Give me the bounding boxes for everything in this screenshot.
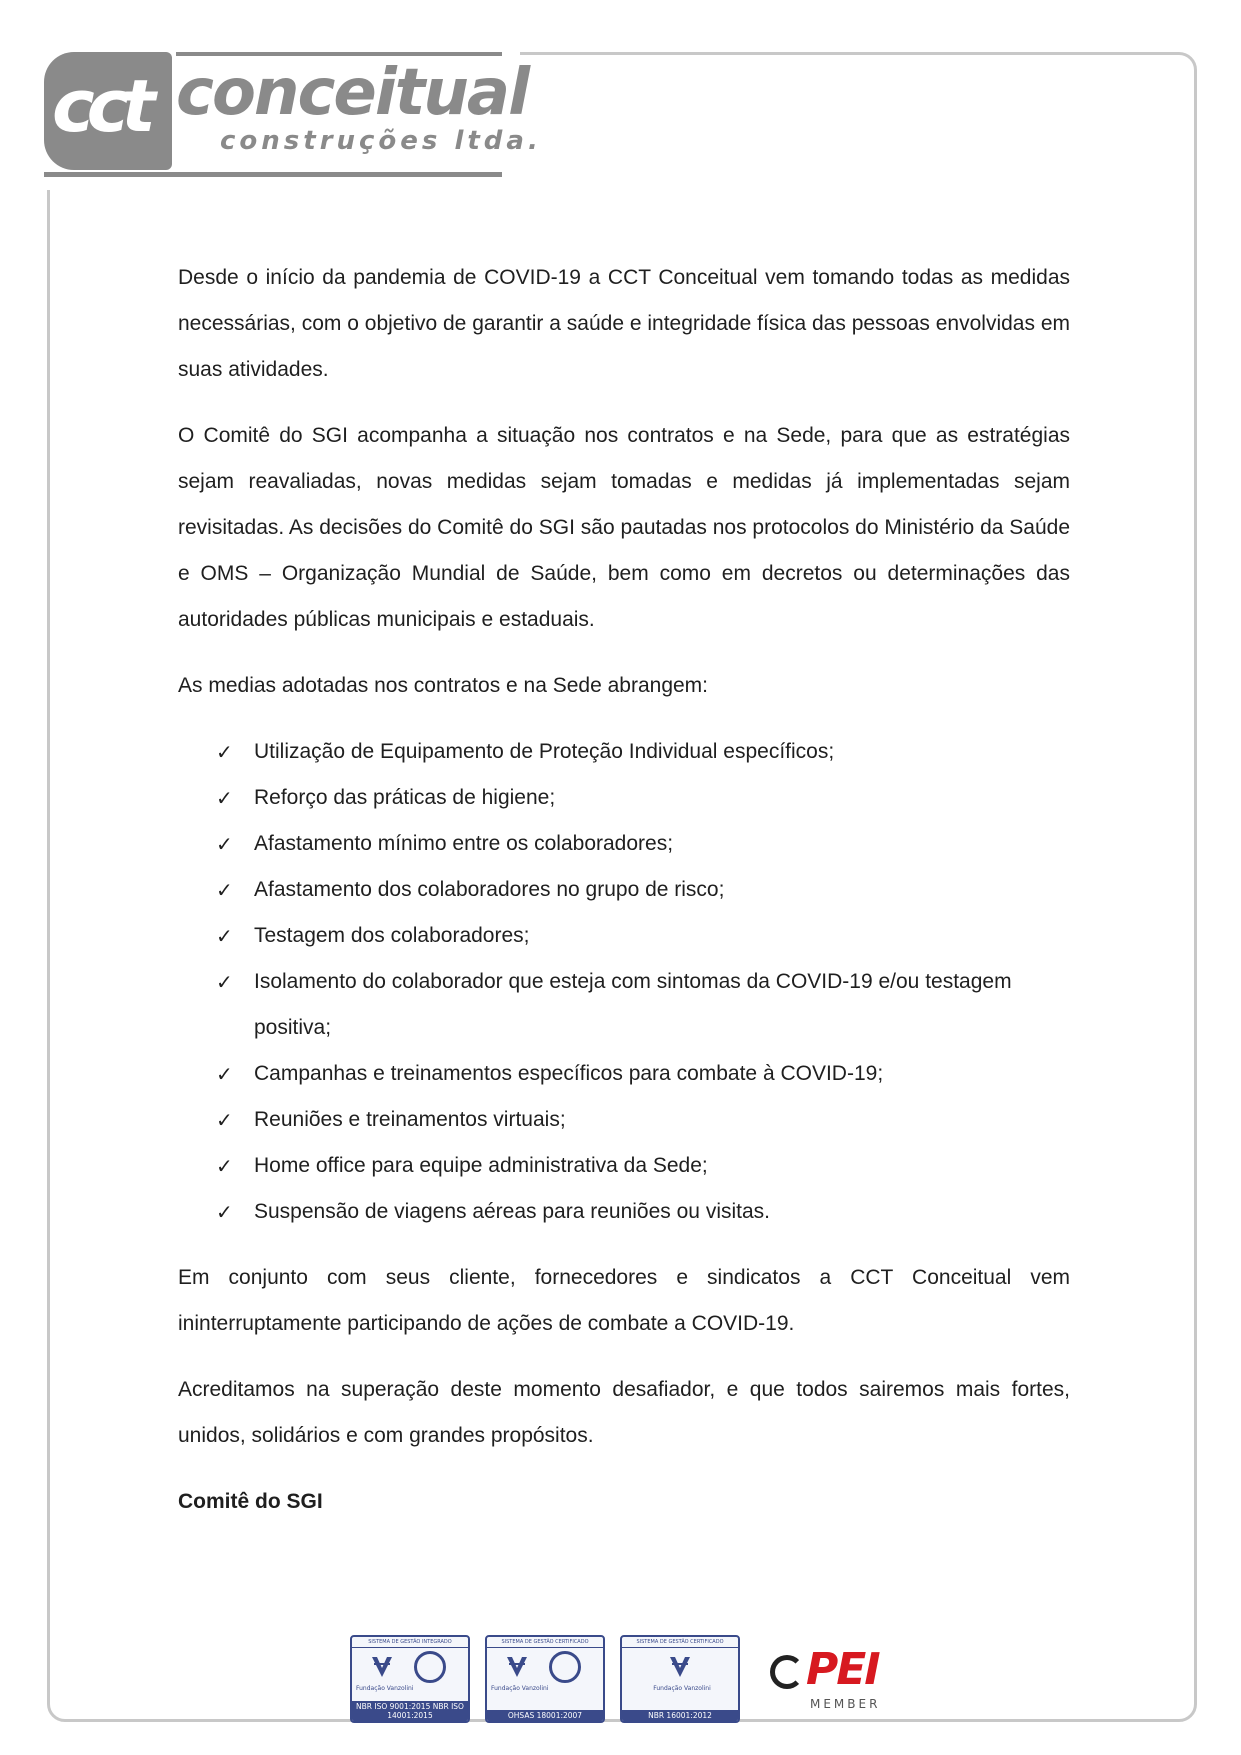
list-item [178,1097,1070,1143]
seal-standard: NBR ISO 9001:2015 NBR ISO 14001:2015 [352,1701,468,1721]
list-item [178,867,1070,913]
seal-standard: OHSAS 18001:2007 [487,1710,603,1721]
checkmark-icon: ✓ [216,740,233,764]
list-item-text: Afastamento mínimo entre os colaboradores; [254,832,674,855]
list-item-text: Home office para equipe administrativa da Sede; [254,1154,708,1177]
checkmark-icon: ✓ [216,970,233,994]
signature: Comitê do SGI [178,1490,323,1513]
checkmark-icon: ✓ [216,786,233,810]
list-item [178,729,1070,775]
certification-seal [350,1635,470,1723]
certification-seal [620,1635,740,1723]
list-item-text: Campanhas e treinamentos específicos para combate à COVID-19; [254,1062,884,1085]
list-item-text: Reuniões e treinamentos virtuais; [254,1108,566,1131]
pei-name: PEI [806,1644,879,1695]
vanzolini-v-icon [668,1653,692,1679]
logo-subtitle: construções ltda. [220,126,542,156]
checkmark-icon: ✓ [216,1062,233,1086]
list-item-text: Afastamento dos colaboradores no grupo de risco; [254,878,725,901]
list-item [178,959,1070,1051]
logo-mark-text: cct [52,64,148,148]
seal-circle-icon [414,1651,446,1683]
paragraph-partners: Em conjunto com seus cliente, fornecedores e sindicatos a CCT Conceitual vem ininterruptamente participando de ações de combate a COVID-19. [178,1266,1070,1335]
checkmark-icon: ✓ [216,924,233,948]
pei-member-label: MEMBER [810,1697,881,1711]
paragraph-intro: Desde o início da pandemia de COVID-19 a CCT Conceitual vem tomando todas as medidas necessárias, com o objetivo de garantir a saúde e integridade física das pessoas envolvidas em suas atividades. [178,266,1070,381]
list-item-text: Suspensão de viagens aéreas para reuniões ou visitas. [254,1200,770,1223]
paragraph-list-intro: As medias adotadas nos contratos e na Sede abrangem: [178,674,709,697]
list-item [178,1189,1070,1235]
checkmark-icon: ✓ [216,878,233,902]
seal-org: Fundação Vanzolini [491,1685,549,1692]
list-item [178,821,1070,867]
certification-seal [485,1635,605,1723]
seal-org: Fundação Vanzolini [653,1685,711,1692]
list-item [178,1051,1070,1097]
logo-name: conceitual [176,56,529,130]
list-item [178,1143,1070,1189]
paragraph-closing: Acreditamos na superação deste momento desafiador, e que todos sairemos mais fortes, unidos, solidários e com grandes propósitos. [178,1378,1070,1447]
seal-circle-icon [549,1651,581,1683]
logo-bottom-rule [44,172,502,177]
seal-header: SISTEMA DE GESTÃO INTEGRADO [352,1637,468,1648]
list-item [178,913,1070,959]
checkmark-icon: ✓ [216,1200,233,1224]
list-item-text: Reforço das práticas de higiene; [254,786,556,809]
list-item-text: Testagem dos colaboradores; [254,924,530,947]
measures-list [178,729,1070,1235]
letter-body [178,255,1070,1545]
vanzolini-v-icon [370,1653,394,1679]
checkmark-icon: ✓ [216,1108,233,1132]
seal-header: SISTEMA DE GESTÃO CERTIFICADO [487,1637,603,1648]
pei-swirl-icon [770,1655,804,1689]
list-item-text: Isolamento do colaborador que esteja com sintomas da COVID-19 e/ou testagem positiva; [254,970,1012,1039]
vanzolini-v-icon [505,1653,529,1679]
list-item-text: Utilização de Equipamento de Proteção Individual específicos; [254,740,835,763]
seal-standard: NBR 16001:2012 [622,1710,738,1721]
seal-header: SISTEMA DE GESTÃO CERTIFICADO [622,1637,738,1648]
seal-org: Fundação Vanzolini [356,1685,414,1692]
pei-member-logo [770,1644,910,1721]
list-item [178,775,1070,821]
paragraph-committee: O Comitê do SGI acompanha a situação nos contratos e na Sede, para que as estratégias sejam reavaliadas, novas medidas sejam tomadas e medidas já implementadas sejam revisitadas. As decisões do Comitê do SGI são pautadas nos protocolos do Ministério da Saúde e OMS – Organização Mundial de Saúde, bem como em decretos ou determinações das autoridades públicas municipais e estaduais. [178,424,1070,631]
logo-cct-mark [44,52,172,170]
checkmark-icon: ✓ [216,832,233,856]
checkmark-icon: ✓ [216,1154,233,1178]
